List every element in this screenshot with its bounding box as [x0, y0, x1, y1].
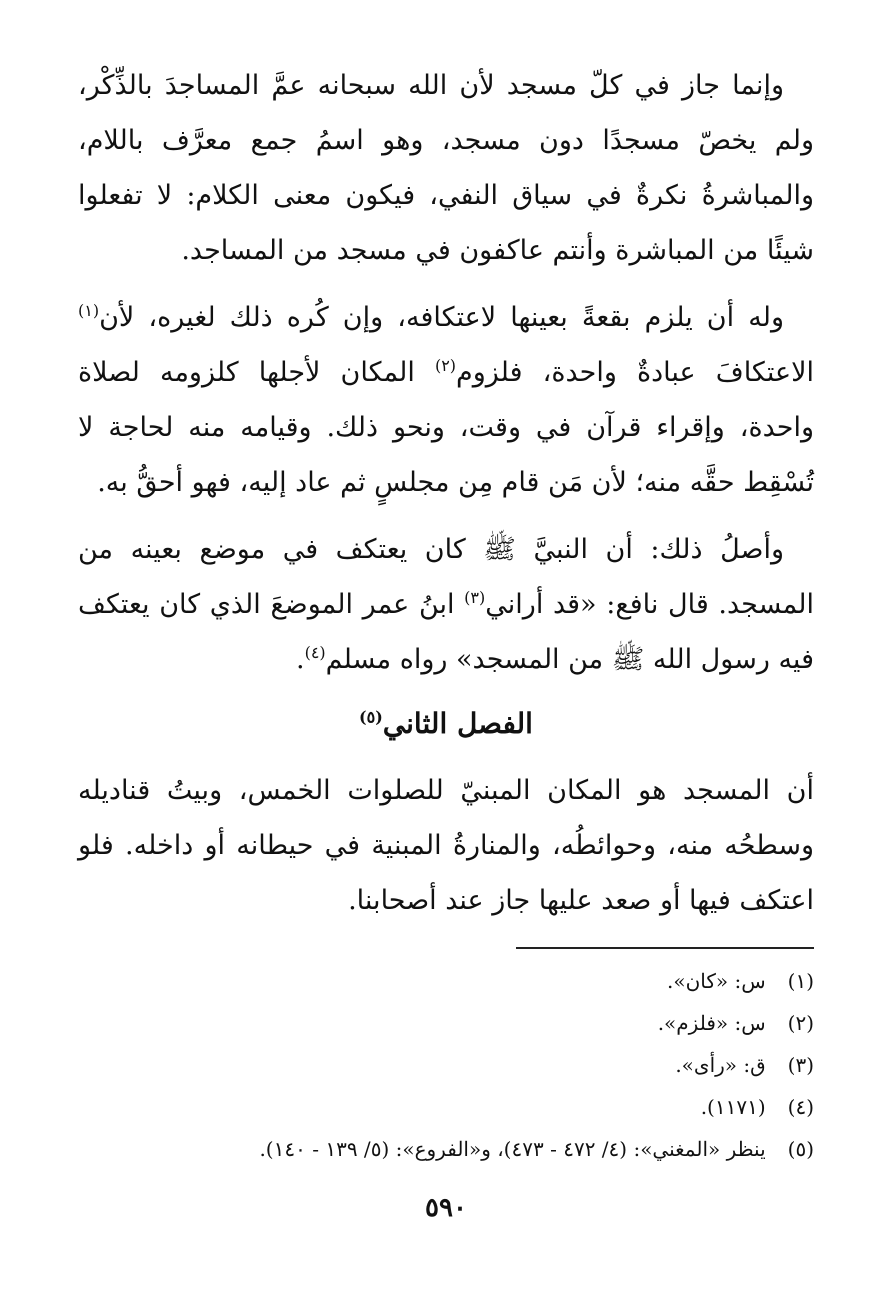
footnote-text: ق: «رأى». — [675, 1053, 766, 1077]
paragraph-2 — [78, 290, 814, 510]
footnote-ref-2[interactable]: (٢) — [434, 356, 457, 375]
footnote-number: (٥) — [787, 1137, 814, 1161]
footnote-ref-3[interactable]: (٣) — [464, 588, 486, 607]
footnote-text: ينظر «المغني»: (٤/ ٤٧٢ - ٤٧٣)، و«الفروع»: (٥/ ١٣٩ - ١٤٠). — [259, 1137, 766, 1161]
footnote-5 — [78, 1128, 814, 1170]
footnote-ref-1[interactable]: (١) — [78, 301, 100, 320]
footnote-ref-5[interactable]: (٥) — [359, 707, 383, 727]
footnote-text: (١١٧١). — [700, 1095, 766, 1119]
paragraph-3-part-3: . — [295, 644, 305, 675]
paragraph-3 — [78, 522, 814, 687]
footnote-number: (١) — [787, 969, 814, 993]
page-body — [78, 58, 814, 940]
footnote-text: س: «فلزم». — [657, 1011, 766, 1035]
paragraph-4 — [78, 763, 814, 928]
paragraph-2-part-3: المكان لأجلها كلزومه لصلاة واحدة، وإقراء قرآن في وقت، ونحو ذلك. وقيامه منه لحاجة لا تُسْقِط حقَّه منه؛ لأن مَن قام مِن مجلسٍ ثم عاد إليه، فهو أحقُّ به. — [78, 357, 814, 498]
footnote-text: س: «كان». — [666, 969, 766, 993]
paragraph-2-part-2: الاعتكافَ عبادةٌ واحدة، فلزوم — [456, 357, 814, 388]
section-heading-text: الفصل الثاني — [382, 707, 533, 740]
footnote-1 — [78, 960, 814, 1002]
footnote-divider — [516, 947, 814, 949]
page-number: ٥٩٠ — [425, 1193, 467, 1223]
section-heading — [78, 699, 814, 749]
footnote-ref-4[interactable]: (٤) — [304, 643, 326, 662]
paragraph-1 — [78, 58, 814, 278]
footnote-number: (٤) — [787, 1095, 814, 1119]
paragraph-3-part-1: وأصلُ ذلك: أن النبيَّ ﷺ كان يعتكف في موضع بعينه من المسجد. قال نافع: «قد أراني — [78, 534, 814, 620]
paragraph-2-part-1: وله أن يلزم بقعةً بعينها لاعتكافه، وإن كُره ذلك لغيره، لأن — [99, 302, 784, 333]
footnote-3 — [78, 1044, 814, 1086]
paragraph-3-part-2: ابنُ عمر الموضعَ الذي كان يعتكف فيه رسول الله ﷺ من المسجد» رواه مسلم — [78, 589, 814, 675]
footnote-number: (٢) — [787, 1011, 814, 1035]
footnotes — [78, 960, 814, 1170]
footnote-2 — [78, 1002, 814, 1044]
footnote-4 — [78, 1086, 814, 1128]
paragraph-1-text: وإنما جاز في كلّ مسجد لأن الله سبحانه عمَّ المساجدَ بالذِّكْر، ولم يخصّ مسجدًا دون مسجد، وهو اسمُ جمع معرَّف باللام، والمباشرةُ نكرةٌ في سياق النفي، فيكون معنى الكلام: لا تفعلوا شيئًا من المباشرة وأنتم عاكفون في مسجد من المساجد. — [78, 70, 814, 266]
paragraph-4-text: أن المسجد هو المكان المبنيّ للصلوات الخمس، وبيتُ قناديله وسطحُه منه، وحوائطُه، والمنارةُ المبنية في حيطانه أو داخله. فلو اعتكف فيها أو صعد عليها جاز عند أصحابنا. — [78, 775, 814, 916]
footnote-number: (٣) — [787, 1053, 814, 1077]
